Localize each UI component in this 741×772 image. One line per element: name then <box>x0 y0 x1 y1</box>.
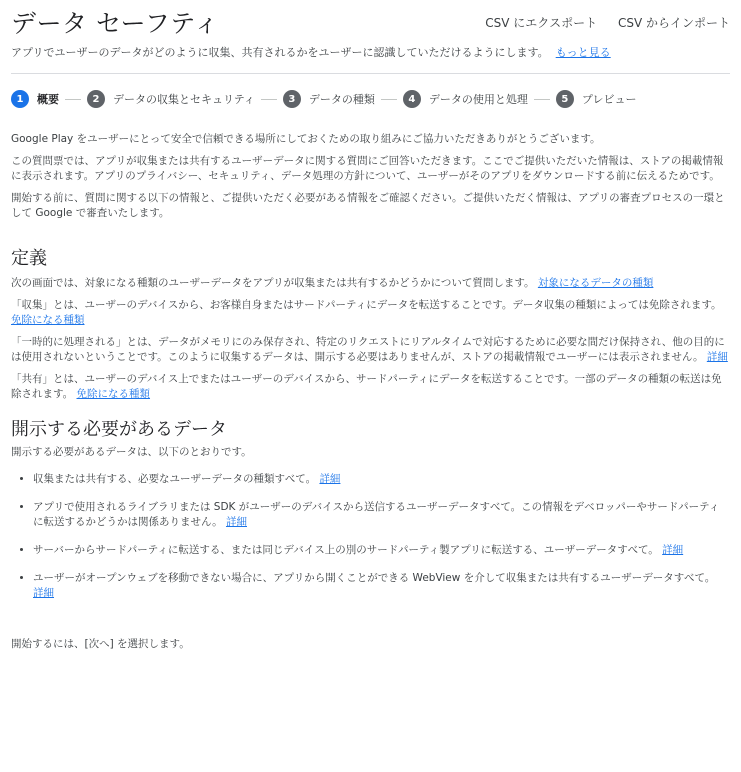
details-link[interactable]: 詳細 <box>33 587 54 599</box>
step-label: データの収集とセキュリティ <box>113 93 255 106</box>
definition-paragraph <box>11 276 728 291</box>
details-link[interactable]: 詳細 <box>706 351 728 363</box>
header-actions <box>468 14 730 31</box>
list-item <box>33 543 728 558</box>
list-item <box>33 571 728 601</box>
step-label: 概要 <box>37 93 59 106</box>
step-number: 3 <box>283 90 301 108</box>
exempt-types-link[interactable]: 免除になる種類 <box>11 314 85 326</box>
learn-more-link[interactable]: もっと見る <box>555 46 611 59</box>
step-preview[interactable] <box>556 90 637 108</box>
step-number: 4 <box>403 90 421 108</box>
step-number: 2 <box>87 90 105 108</box>
definition-paragraph <box>11 372 728 402</box>
step-number: 5 <box>556 90 574 108</box>
covered-data-types-link[interactable]: 対象になるデータの種類 <box>537 277 654 289</box>
definition-paragraph <box>11 335 728 365</box>
step-data-types[interactable] <box>283 90 375 108</box>
disclosure-heading: 開示する必要があるデータ <box>11 419 227 440</box>
disclosure-intro: 開示する必要があるデータは、以下のとおりです。 <box>11 446 252 458</box>
step-label: データの種類 <box>308 93 375 106</box>
step-number: 1 <box>11 90 29 108</box>
definition-text: 「共有」とは、ユーザーのデバイス上でまたはユーザーのデバイスから、サードパーティにデータを転送することです。一部のデータの種類の転送は免除されます。 <box>11 373 722 400</box>
list-item <box>33 500 728 530</box>
definition-text: 「収集」とは、ユーザーのデバイスから、お客様自身またはサードパーティにデータを転送することです。データ収集の種類によっては免除されます。 <box>11 299 722 311</box>
step-separator <box>534 99 550 100</box>
stepper <box>11 88 636 110</box>
definitions-heading: 定義 <box>11 248 47 269</box>
csv-import-button[interactable]: CSV からインポート <box>617 16 730 30</box>
step-data-collection-security[interactable] <box>87 90 255 108</box>
step-separator <box>381 99 397 100</box>
intro-paragraph: Google Play をユーザーにとって安全で信頼できる場所にしておくための取り組みにご協力いただきありがとうございます。 <box>11 133 601 145</box>
page-header <box>11 0 730 40</box>
main-content <box>11 132 728 652</box>
footer-instruction: 開始するには、[次へ] を選択します。 <box>11 638 190 650</box>
step-separator <box>65 99 81 100</box>
definition-text: 次の画面では、対象になる種類のユーザーデータをアプリが収集または共有するかどうかについて質問します。 <box>11 277 535 289</box>
list-item-text: サーバーからサードパーティに転送する、または同じデバイス上の別のサードパーティ製アプリに転送する、ユーザーデータすべて。 <box>33 544 659 556</box>
disclosure-list <box>11 472 728 601</box>
step-data-usage-handling[interactable] <box>403 90 528 108</box>
page-title: データ セーフティ <box>11 9 220 38</box>
exempt-types-link[interactable]: 免除になる種類 <box>76 388 151 400</box>
details-link[interactable]: 詳細 <box>319 473 341 485</box>
header-divider <box>11 73 730 74</box>
csv-export-button[interactable]: CSV にエクスポート <box>485 16 598 30</box>
intro-paragraph: この質問票では、アプリが収集または共有するユーザーデータに関する質問にご回答いただきます。ここでご提供いただいた情報は、ストアの掲載情報に表示されます。アプリのプライバシー、セキュリティ、データ処理の方針について、ユーザーがそのアプリをダウンロードする前に伝えるためです。 <box>11 155 724 182</box>
list-item-text: アプリで使用されるライブラリまたは SDK がユーザーのデバイスから送信するユーザーデータすべて。この情報をデベロッパーやサードパーティに転送するかどうかは関係ありません。 <box>33 501 720 528</box>
definition-text: 「一時的に処理される」とは、データがメモリにのみ保存され、特定のリクエストにリアルタイムで対応するために必要な間だけ保持され、他の目的には使用されないということです。このように収集するデータは、開示する必要はありませんが、ストアの掲載情報でユーザーには表示されません。 <box>11 336 725 363</box>
list-item-text: 収集または共有する、必要なユーザーデータの種類すべて。 <box>33 473 317 485</box>
intro-paragraph: 開始する前に、質問に関する以下の情報と、ご提供いただく必要がある情報をご確認ください。ご提供いただく情報は、アプリの審査プロセスの一環として Google で審査いたします。 <box>11 192 725 219</box>
subtitle-text: アプリでユーザーのデータがどのように収集、共有されるかをユーザーに認識していただけるようにします。 <box>11 46 549 59</box>
page-subtitle <box>11 44 611 60</box>
details-link[interactable]: 詳細 <box>225 516 247 528</box>
details-link[interactable]: 詳細 <box>662 544 684 556</box>
step-label: プレビュー <box>581 93 637 106</box>
definition-paragraph <box>11 298 728 328</box>
list-item-text: ユーザーがオープンウェブを移動できない場合に、アプリから開くことができる WebView を介して収集または共有するユーザーデータすべて。 <box>33 572 716 584</box>
step-overview[interactable] <box>11 90 59 108</box>
list-item <box>33 472 728 487</box>
step-label: データの使用と処理 <box>428 93 528 106</box>
step-separator <box>261 99 277 100</box>
